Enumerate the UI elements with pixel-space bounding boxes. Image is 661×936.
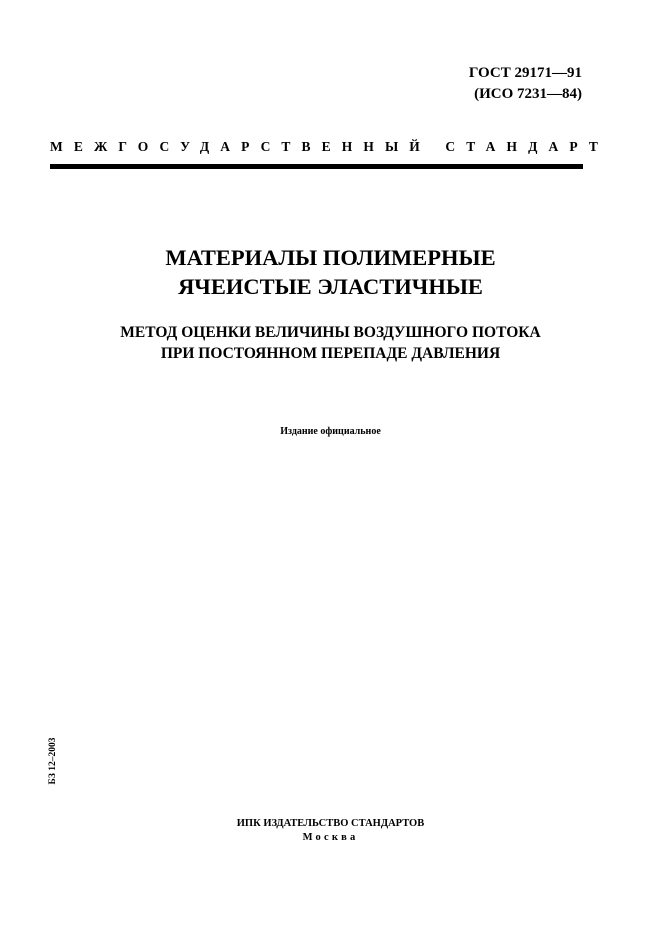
header-divider [50,164,583,169]
side-code [46,729,60,793]
gost-number: ГОСТ 29171—91 [468,65,582,81]
title-line-2: ЯЧЕИСТЫЕ ЭЛАСТИЧНЫЕ [178,274,483,299]
subtitle-line-1: МЕТОД ОЦЕНКИ ВЕЛИЧИНЫ ВОЗДУШНОГО ПОТОКА [120,324,541,341]
publisher-city: Москва [302,832,359,843]
standard-type-heading: МЕЖГОСУДАРСТВЕННЫЙ СТАНДАРТ [50,139,609,154]
title-line-1: МАТЕРИАЛЫ ПОЛИМЕРНЫЕ [165,245,496,270]
document-title [0,243,661,301]
document-number [469,63,582,105]
publisher-name: ИПК ИЗДАТЕЛЬСТВО СТАНДАРТОВ [236,818,425,829]
edition-note: Издание официальное [280,426,381,437]
document-subtitle [0,322,661,364]
iso-number: (ИСО 7231—84) [474,86,582,102]
subtitle-line-2: ПРИ ПОСТОЯННОМ ПЕРЕПАДЕ ДАВЛЕНИЯ [160,345,501,362]
side-code-label: БЗ 12–2003 [48,737,58,785]
